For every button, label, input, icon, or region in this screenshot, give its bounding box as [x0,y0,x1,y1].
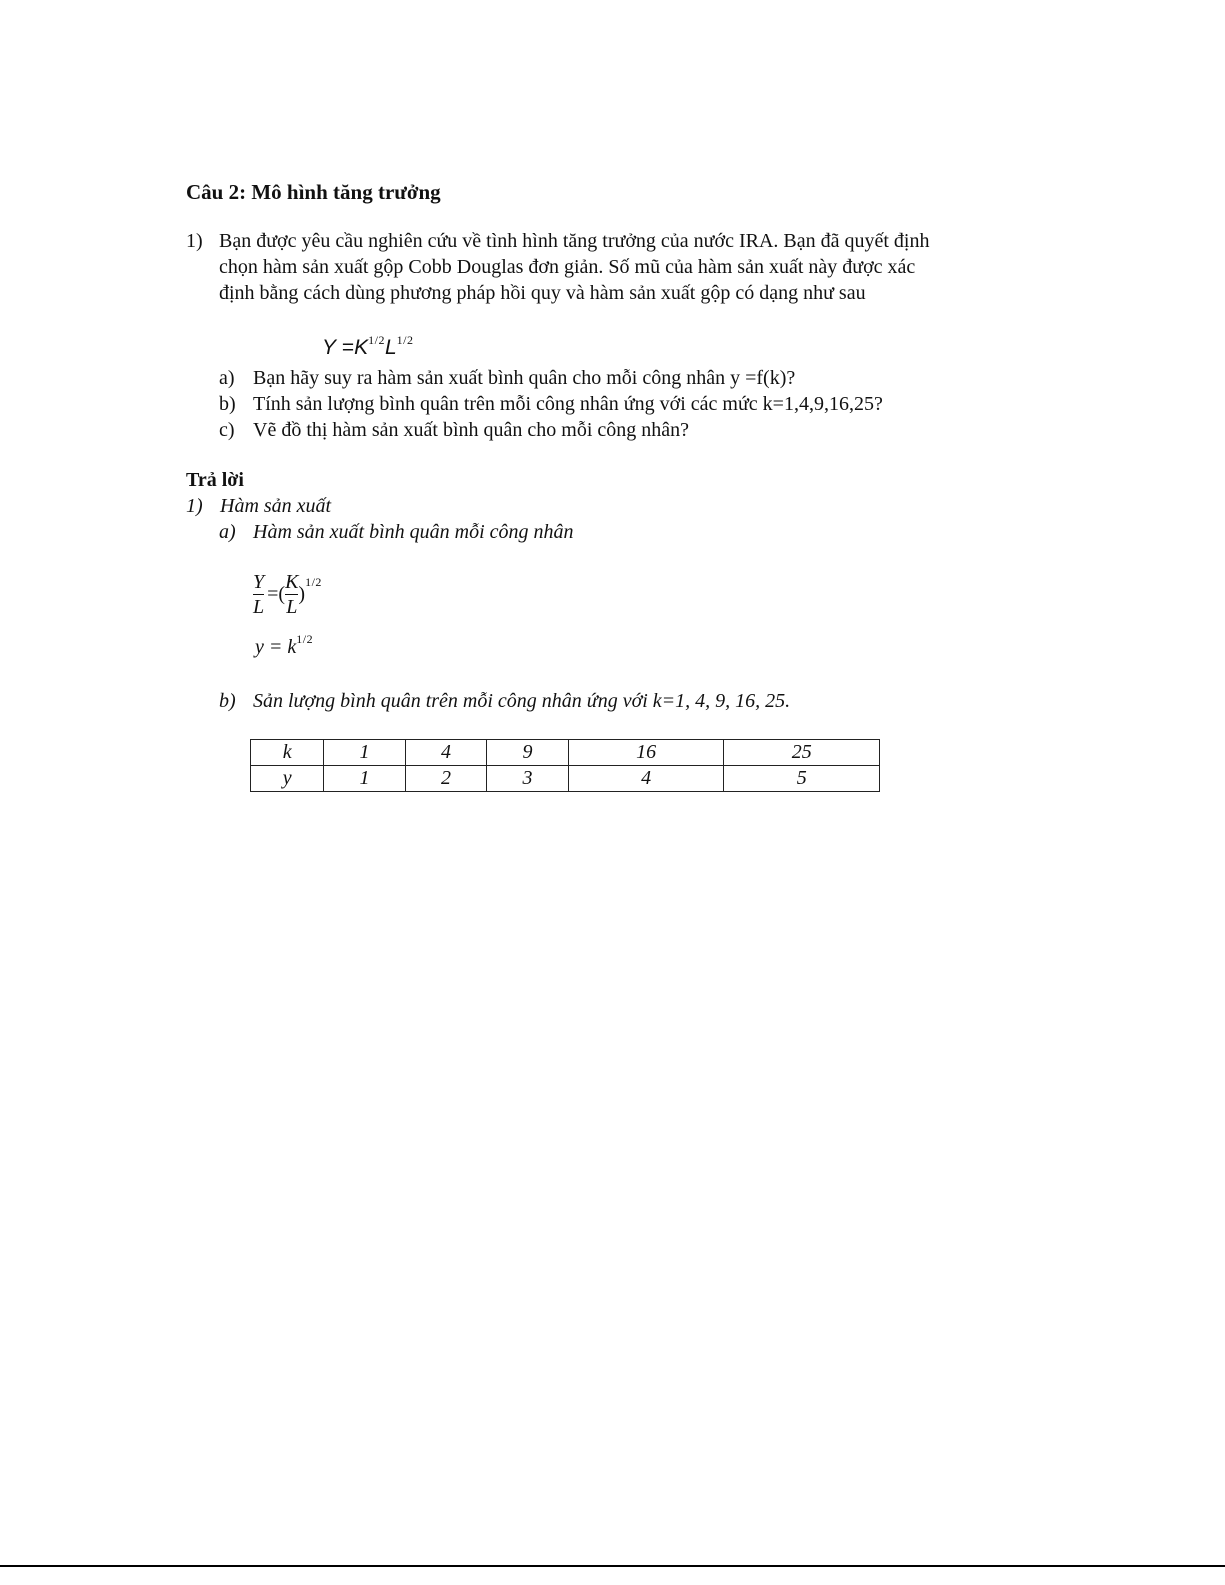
part-text: Sản lượng bình quân trên mỗi công nhân ứng với k=1, 4, 9, 16, 25. [253,690,791,712]
y-equals-k-equation [255,632,314,659]
fraction-numerator: Y [253,571,265,593]
question-line-2: chọn hàm sản xuất gộp Cobb Douglas đơn giản. Số mũ của hàm sản xuất này được xác [219,256,916,278]
question-part-c [219,419,689,442]
fraction-y-over-l [253,570,264,619]
question-part-a [219,367,795,390]
question-heading: Câu 2: Mô hình tăng trưởng [186,180,441,204]
formula-l: L [384,336,397,359]
table-cell: 1 [324,766,406,792]
fraction-denominator: L [286,596,298,618]
formula-k-exponent: 1/2 [368,333,385,347]
table-row [251,740,880,766]
exponent: 1/2 [305,575,322,589]
output-table [250,739,880,792]
formula-eq: = [341,336,355,359]
formula-l-exponent: 1/2 [396,333,414,347]
question-number: 1) [186,230,203,252]
table-cell: 9 [487,740,569,766]
answer-part-b [219,690,790,713]
table-cell: 1 [324,740,406,766]
formula-k: K [354,336,369,359]
production-function-formula [322,333,414,360]
table-cell: 2 [405,766,487,792]
answer-heading: Trả lời [186,469,244,491]
section-label: 1) [186,495,203,517]
formula-lhs: Y [322,336,337,359]
part-text: Hàm sản xuất bình quân mỗi công nhân [253,521,574,543]
section-text: Hàm sản xuất [220,495,332,517]
part-label: b) [219,393,236,415]
question-line-1: Bạn được yêu cầu nghiên cứu về tình hình tăng trưởng của nước IRA. Bạn đã quyết định [219,230,930,252]
table-cell: 5 [724,766,880,792]
part-label: a) [219,367,235,389]
part-text: Bạn hãy suy ra hàm sản xuất bình quân cho mỗi công nhân y =f(k)? [253,367,796,389]
table-cell: y [251,766,324,792]
table-cell: 16 [568,740,724,766]
table-cell: k [251,740,324,766]
question-part-b [219,393,883,416]
part-label: b) [219,690,236,712]
y-equation-exponent: 1/2 [296,632,314,646]
table-cell: 4 [568,766,724,792]
fraction-k-over-l [285,570,298,619]
part-label: a) [219,521,236,543]
question-line-3: định bằng cách dùng phương pháp hồi quy và hàm sản xuất gộp có dạng như sau [219,282,866,304]
equals-open-paren: =( [267,583,286,605]
fraction-numerator: K [285,571,299,593]
table-cell: 25 [724,740,880,766]
part-text: Vẽ đồ thị hàm sản xuất bình quân cho mỗi công nhân? [253,419,690,441]
fraction-denominator: L [253,596,265,618]
part-label: c) [219,419,235,441]
answer-section [186,495,331,518]
answer-part-a [219,521,574,544]
per-worker-equation [253,570,322,619]
table-cell: 3 [487,766,569,792]
close-paren: ) [298,583,306,605]
table-cell: 4 [405,740,487,766]
page-bottom-rule [0,1565,1225,1567]
y-equation-lhs: y = k [255,636,297,658]
table-row [251,766,880,792]
part-text: Tính sản lượng bình quân trên mỗi công nhân ứng với các mức k=1,4,9,16,25? [253,393,883,415]
